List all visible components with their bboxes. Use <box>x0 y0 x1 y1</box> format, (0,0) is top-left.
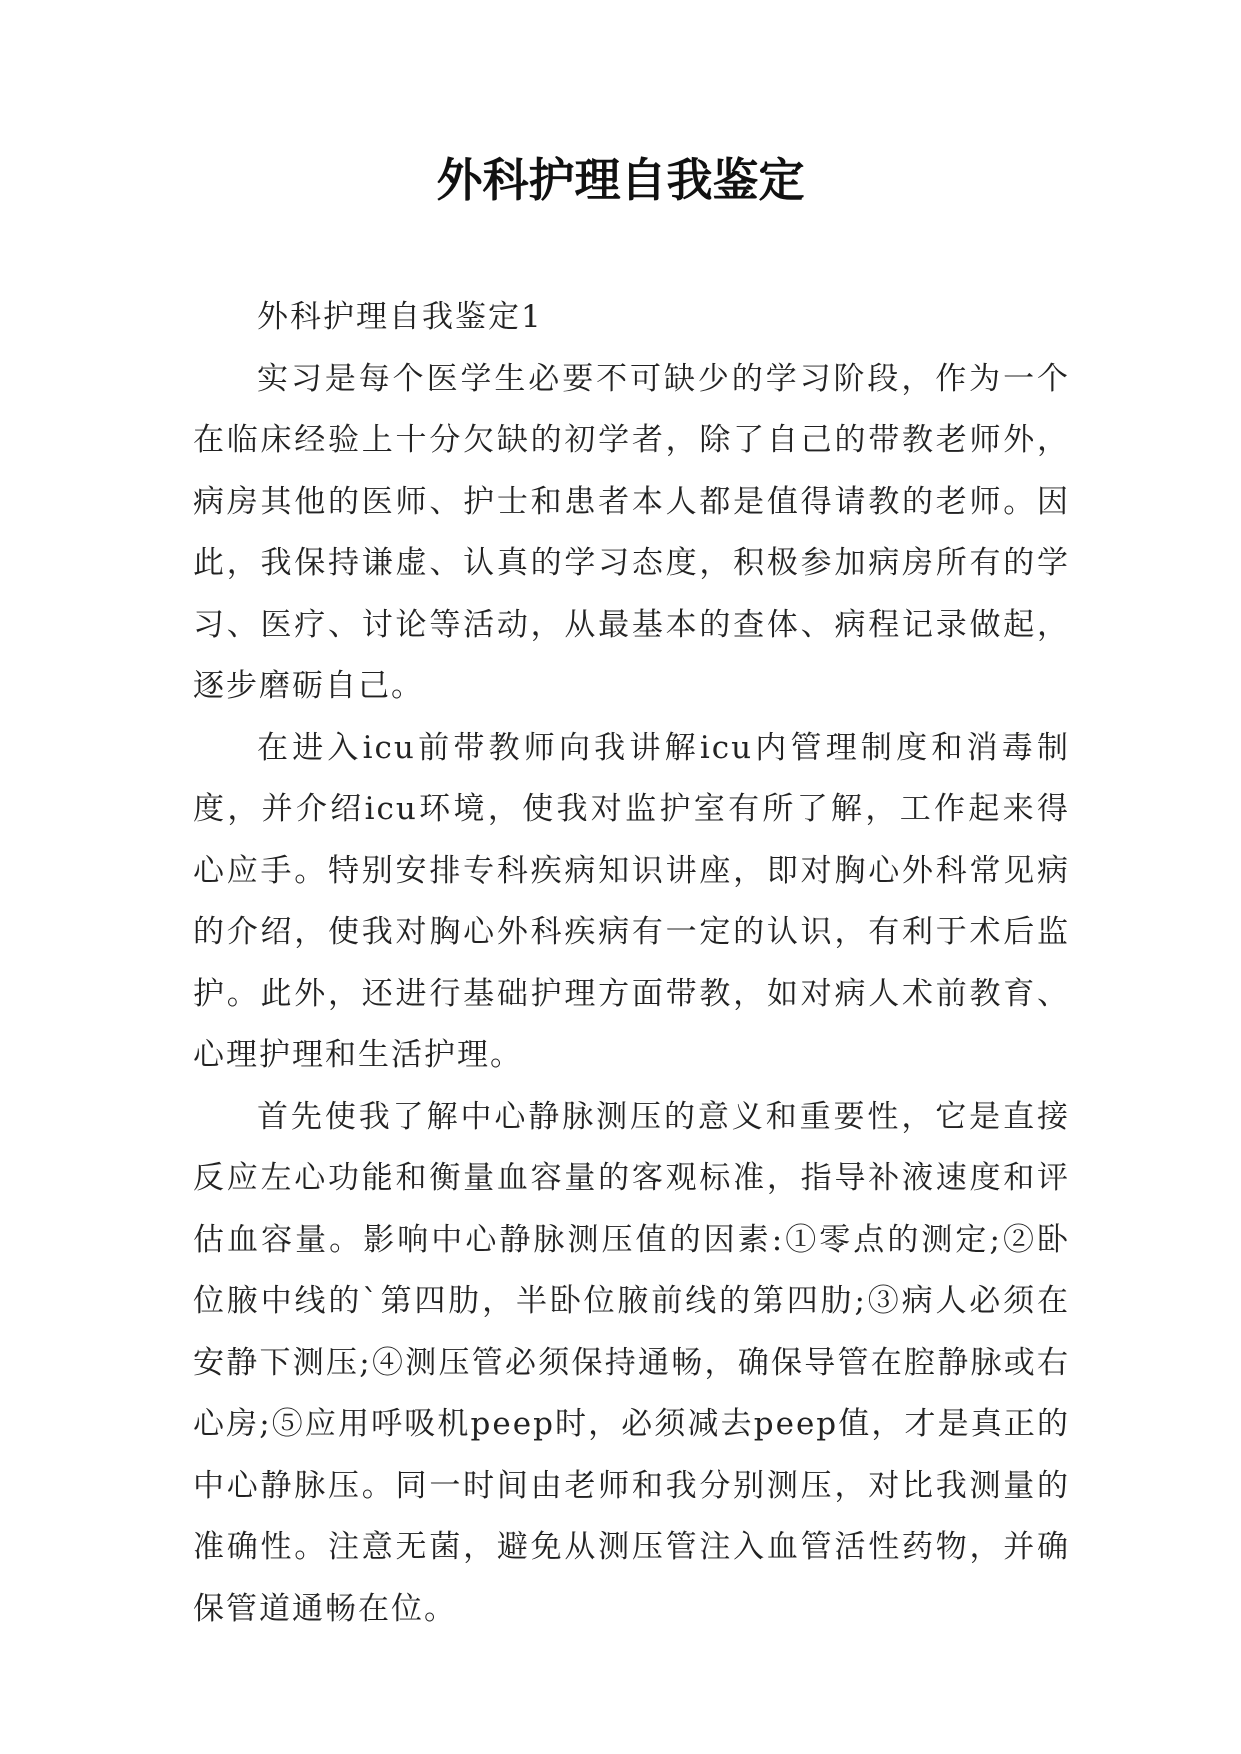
paragraph-icu-orientation: 在进入icu前带教师向我讲解icu内管理制度和消毒制度，并介绍icu环境，使我对监护室有所了解，工作起来得心应手。特别安排专科疾病知识讲座，即对胸心外科常见病的介绍，使我对胸心外科疾病有一定的认识，有利于术后监护。此外，还进行基础护理方面带教，如对病人术前教育、心理护理和生活护理。 <box>193 729 1070 1073</box>
paragraph-internship: 实习是每个医学生必要不可缺少的学习阶段，作为一个在临床经验上十分欠缺的初学者，除了自己的带教老师外，病房其他的医师、护士和患者本人都是值得请教的老师。因此，我保持谦虚、认真的学习态度，积极参加病房所有的学习、医疗、讨论等活动，从最基本的查体、病程记录做起，逐步磨砺自己。 <box>193 360 1070 704</box>
document-title: 外科护理自我鉴定 <box>436 153 805 207</box>
document-body <box>193 287 1070 1640</box>
section-heading: 外科护理自我鉴定1 <box>257 299 543 335</box>
paragraph-cvp-measurement: 首先使我了解中心静脉测压的意义和重要性，它是直接反应左心功能和衡量血容量的客观标准，指导补液速度和评估血容量。影响中心静脉测压值的因素:①零点的测定;②卧位腋中线的`第四肋，半卧位腋前线的第四肋;③病人必须在安静下测压;④测压管必须保持通畅，确保导管在腔静脉或右心房;⑤应用呼吸机peep时，必须减去peep值，才是真正的中心静脉压。同一时间由老师和我分别测压，对比我测量的准确性。注意无菌，避免从测压管注入血管活性药物，并确保管道通畅在位。 <box>193 1098 1070 1627</box>
